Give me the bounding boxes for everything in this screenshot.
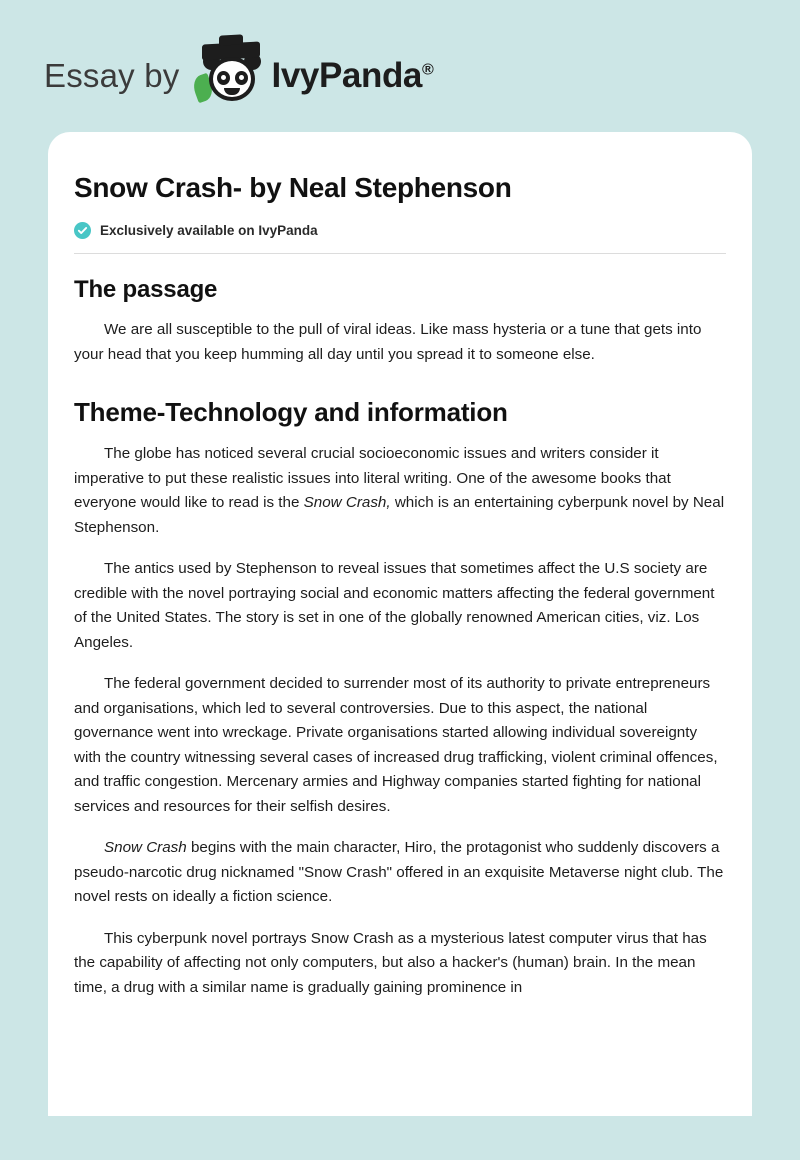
- section-heading-passage: The passage: [74, 276, 218, 303]
- title-divider: [74, 253, 726, 254]
- site-header: [0, 0, 800, 118]
- paragraph: Snow Crash begins with the main character, Hiro, the protagonist who suddenly discovers a pseudo-narcotic drug nicknamed "Snow Crash" offered in an exquisite Metaverse night club. The novel rests on ideally a fiction science.: [74, 839, 724, 905]
- check-circle-icon: [74, 222, 91, 239]
- status-badge-label: Exclusively available on IvyPanda: [100, 223, 318, 238]
- page-title: Snow Crash- by Neal Stephenson: [74, 172, 512, 203]
- brand-name-text: IvyPanda: [271, 56, 422, 95]
- registered-mark: ®: [422, 61, 434, 79]
- brand-name: [272, 56, 434, 96]
- essay-card: [48, 132, 752, 1116]
- header-prefix-text: Essay by: [44, 57, 180, 94]
- paragraph: We are all susceptible to the pull of viral ideas. Like mass hysteria or a tune that gets into your head that you keep humming all day until you spread it to someone else.: [74, 321, 702, 363]
- panda-logo-icon: [194, 41, 268, 111]
- section-heading-theme: Theme-Technology and information: [74, 397, 508, 427]
- paragraph: The globe has noticed several crucial socioeconomic issues and writers consider it imperative to put these realistic issues into literal writing. One of the awesome books that everyone would like to read is the Snow Crash, which is an entertaining cyberpunk novel by Neal Stephenson.: [74, 445, 725, 536]
- paragraph: The antics used by Stephenson to reveal issues that sometimes affect the U.S society are credible with the novel portraying social and economic matters affecting the federal government of the United States. The story is set in one of the globally renowned American cities, viz. Los Angeles.: [74, 560, 715, 651]
- paragraph: This cyberpunk novel portrays Snow Crash as a mysterious latest computer virus that has the capability of affecting not only computers, but also a hacker's (human) brain. In the mean time, a drug with a similar name is gradually gaining prominence in: [74, 929, 707, 996]
- ivypanda-logo[interactable]: [194, 41, 434, 111]
- status-badge: [74, 222, 726, 239]
- paragraph: The federal government decided to surrender most of its authority to private entrepreneurs and organisations, which led to several controversies. Due to this aspect, the national governance went into wreckage. Private organisations started allowing individual sovereignty with the country witnessing several cases of increased drug trafficking, violent criminal offences, and traffic congestion. Mercenary armies and Highway companies started fighting for national services and resources for their selfish desires.: [74, 675, 718, 815]
